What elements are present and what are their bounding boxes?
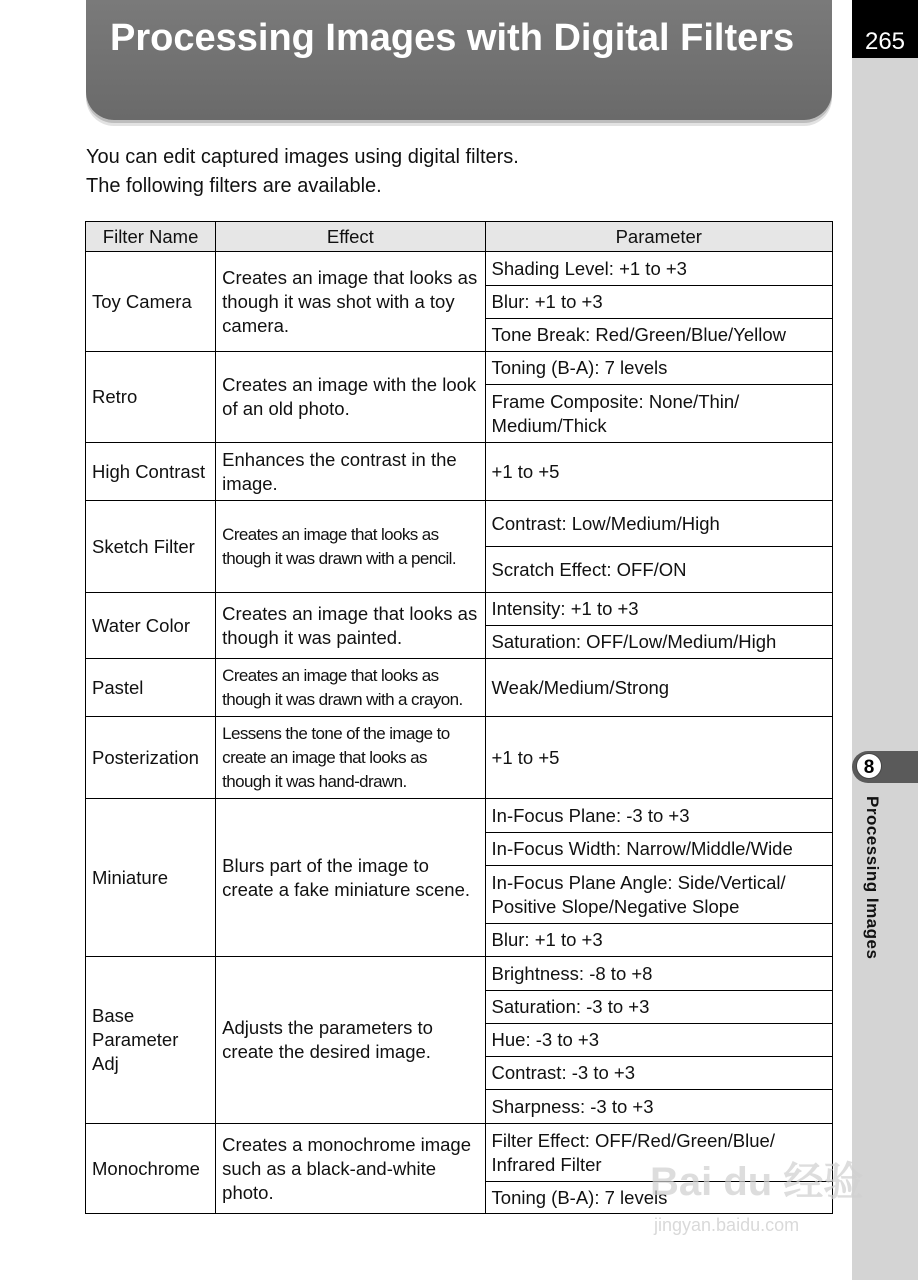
parameter-cell: Contrast: Low/Medium/High [485, 501, 832, 547]
effect-cell: Lessens the tone of the image to create an image that looks as though it was hand-drawn. [216, 717, 485, 799]
watermark-logo: Bai du 经验 [650, 1160, 864, 1204]
effect-cell: Enhances the contrast in the image. [216, 443, 485, 501]
parameter-cell: Toning (B-A): 7 levels [485, 1182, 832, 1214]
filter-name-cell: Toy Camera [86, 252, 216, 352]
effect-cell: Adjusts the parameters to create the desired image. [216, 957, 485, 1124]
effect-cell: Creates an image that looks as though it was painted. [216, 593, 485, 659]
effect-cell: Creates an image that looks as though it was drawn with a crayon. [216, 659, 485, 717]
header-parameter: Parameter [485, 222, 832, 252]
header-effect: Effect [216, 222, 485, 252]
parameter-cell: +1 to +5 [485, 717, 832, 799]
page-title: Processing Images with Digital Filters [110, 17, 795, 59]
table-row [86, 799, 833, 833]
parameter-cell: In-Focus Plane: -3 to +3 [485, 799, 832, 833]
filter-name-cell: Monochrome [86, 1124, 216, 1214]
effect-cell: Creates an image with the look of an old photo. [216, 352, 485, 443]
table-row [86, 443, 833, 501]
parameter-cell: Sharpness: -3 to +3 [485, 1090, 832, 1124]
table-header-row [86, 222, 833, 252]
parameter-cell: Tone Break: Red/Green/Blue/Yellow [485, 319, 832, 352]
parameter-cell: Toning (B-A): 7 levels [485, 352, 832, 385]
filter-name-cell: Water Color [86, 593, 216, 659]
filter-name-cell: Pastel [86, 659, 216, 717]
parameter-cell: Shading Level: +1 to +3 [485, 252, 832, 286]
filter-name-cell: High Contrast [86, 443, 216, 501]
parameter-cell: Hue: -3 to +3 [485, 1024, 832, 1057]
parameter-cell: Brightness: -8 to +8 [485, 957, 832, 991]
filter-name-cell: Retro [86, 352, 216, 443]
watermark-url: jingyan.baidu.com [654, 1215, 800, 1235]
chapter-side-strip [852, 0, 918, 1280]
filter-name-cell: Posterization [86, 717, 216, 799]
intro-line-1: You can edit captured images using digital filters. [86, 146, 519, 168]
title-banner [86, 0, 832, 120]
header-filter-name: Filter Name [86, 222, 216, 252]
table-row [86, 717, 833, 799]
parameter-cell: Saturation: OFF/Low/Medium/High [485, 626, 832, 659]
table-row [86, 252, 833, 286]
parameter-cell: Blur: +1 to +3 [485, 286, 832, 319]
filter-name-cell: Sketch Filter [86, 501, 216, 593]
filter-name-cell: Base Parameter Adj [86, 957, 216, 1124]
parameter-cell: Blur: +1 to +3 [485, 924, 832, 957]
parameter-cell: Weak/Medium/Strong [485, 659, 832, 717]
effect-cell: Creates a monochrome image such as a black-and-white photo. [216, 1124, 485, 1214]
parameter-cell: Scratch Effect: OFF/ON [485, 547, 832, 593]
chapter-label: Processing Images [863, 796, 882, 960]
effect-cell: Creates an image that looks as though it was drawn with a pencil. [216, 501, 485, 593]
table-row [86, 593, 833, 626]
filters-table [85, 221, 833, 1214]
table-row [86, 501, 833, 547]
parameter-cell: Frame Composite: None/Thin/ Medium/Thick [485, 385, 832, 443]
page-number: 265 [852, 0, 918, 58]
parameter-cell: Contrast: -3 to +3 [485, 1057, 832, 1090]
table-row [86, 957, 833, 991]
chapter-number: 8 [856, 753, 882, 779]
intro-line-2: The following filters are available. [86, 175, 382, 197]
parameter-cell: In-Focus Plane Angle: Side/Vertical/ Positive Slope/Negative Slope [485, 866, 832, 924]
effect-cell: Blurs part of the image to create a fake miniature scene. [216, 799, 485, 957]
parameter-cell: Intensity: +1 to +3 [485, 593, 832, 626]
intro-text [86, 143, 519, 201]
parameter-cell: In-Focus Width: Narrow/Middle/Wide [485, 833, 832, 866]
parameter-cell: +1 to +5 [485, 443, 832, 501]
parameter-cell: Filter Effect: OFF/Red/Green/Blue/ Infrared Filter [485, 1124, 832, 1182]
effect-cell: Creates an image that looks as though it was shot with a toy camera. [216, 252, 485, 352]
table-row [86, 352, 833, 385]
parameter-cell: Saturation: -3 to +3 [485, 991, 832, 1024]
filter-name-cell: Miniature [86, 799, 216, 957]
table-row [86, 659, 833, 717]
